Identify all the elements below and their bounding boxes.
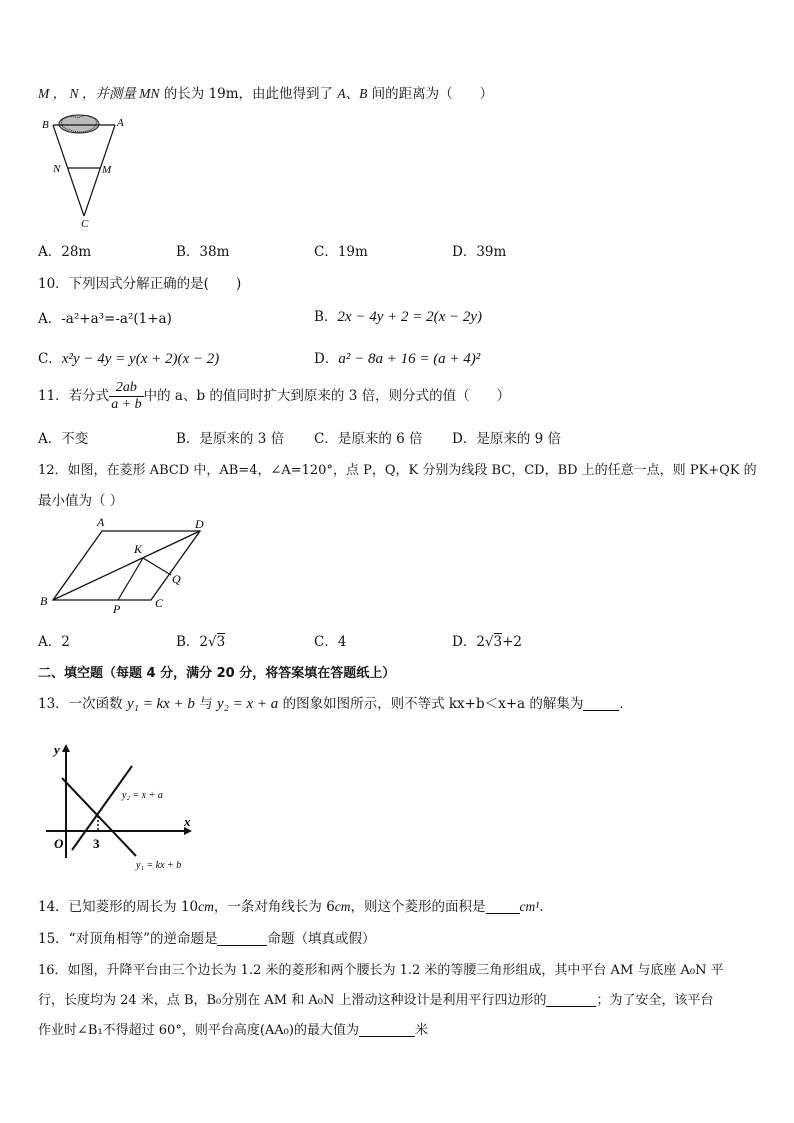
q9-a: A [337, 86, 346, 101]
q12-option-d-rad: 3 [493, 634, 503, 650]
q9-sep: 、 [345, 86, 360, 102]
q14-text-a: 14．已知菱形的周长为 10 [38, 899, 199, 915]
q14-text-b: ，一条对角线长为 6 [213, 899, 335, 915]
q9-option-c[interactable]: C．19m [314, 244, 368, 260]
q16-line3-a: 作业时∠B₁不得超过 60°，则平台高度(AA₀)的最大值为 [38, 1023, 359, 1038]
q12-label-d: D [195, 517, 204, 531]
q13-label-o: O [54, 836, 64, 851]
q9-label-m: M [102, 164, 112, 176]
q12-segment-kq [143, 558, 171, 575]
q13-mid: 与 [194, 696, 218, 712]
q13-answer-blank[interactable] [583, 696, 619, 711]
q9-b: B [359, 86, 368, 101]
q13-label-y1: y₁ = kx + b [136, 860, 182, 871]
q12-figure [34, 512, 224, 618]
sqrt-icon: √ [484, 634, 494, 650]
q13-stem-b: 的图象如图所示，则不等式 kx+b＜x+a 的解集为 [278, 696, 584, 712]
q12-option-b-pre: B．2 [176, 634, 209, 650]
q16-line2-a: 行，长度均为 24 米，点 B，B₀分别在 AM 和 A₀N 上滑动这种设计是利用平行四边形的 [38, 993, 547, 1008]
q9-option-d[interactable]: D．39m [452, 244, 507, 260]
q12-option-a[interactable]: A．2 [38, 634, 70, 650]
q16-line3-b: 米 [414, 1023, 428, 1038]
q12-option-d[interactable] [452, 630, 522, 650]
q9-label-a: A [117, 117, 124, 129]
q13-label-x: x [184, 814, 191, 829]
q13-y-arrow-icon [62, 744, 70, 752]
q9-label-b: B [42, 119, 49, 131]
q11-option-d[interactable]: D．是原来的 9 倍 [452, 431, 561, 447]
q12-option-d-post: +2 [502, 634, 523, 650]
q15-stem [38, 927, 375, 947]
q13-line-y2 [72, 766, 132, 850]
q12-label-b: B [40, 594, 48, 608]
section-heading: 二、填空题（每题 4 分，满分 20 分，将答案填在答题纸上） [38, 666, 396, 681]
q13-label-y: y [54, 742, 60, 757]
q10-option-d-label: D． [314, 351, 339, 367]
q12-label-k: K [134, 542, 143, 556]
q15-text-b: 命题（填真或假） [267, 931, 376, 947]
q14-end: ． [539, 899, 553, 915]
q13-label-y2: y₂ = x + a [122, 790, 163, 801]
q10-option-b-expr: 2x − 4y + 2 = 2(x − 2y) [337, 309, 483, 325]
q11-stem [38, 380, 510, 413]
q16-line2-b: ；为了安全，该平台 [596, 993, 714, 1008]
q10-stem: 10．下列因式分解正确的是( ) [38, 276, 242, 292]
sqrt-icon: √ [208, 634, 217, 650]
q10-option-d-expr: a² − 8a + 16 = (a + 4)² [338, 351, 481, 367]
q9-text-c: 间的距离为（ ） [367, 86, 494, 102]
q9-option-b[interactable]: B．38m [176, 244, 230, 260]
q14-cm2: cm [334, 899, 351, 914]
q13-y1: y₁ = kx + b [126, 696, 195, 712]
q10-option-b-label: B． [314, 309, 338, 325]
q16-answer-blank-1[interactable] [546, 992, 596, 1007]
q12-stem-line1: 12．如图，在菱形 ABCD 中，AB=4，∠A=120°，点 P，Q，K 分别为线段 BC，CD，BD 上的任意一点，则 PK+QK 的 [38, 463, 757, 478]
q12-label-p: P [113, 602, 121, 616]
q9-label-n: N [53, 163, 61, 175]
q10-option-b[interactable] [314, 305, 482, 326]
q11-stem-a: 11．若分式 [38, 388, 110, 404]
q9-option-a[interactable]: A．28m [38, 244, 92, 260]
q12-option-b-rad: 3 [216, 634, 226, 650]
q9-figure [36, 108, 136, 230]
q13-label-3: 3 [93, 836, 100, 851]
q16-line3 [38, 1019, 428, 1038]
q10-option-c-label: C． [38, 351, 62, 367]
q16-answer-blank-2[interactable] [359, 1022, 415, 1037]
q10-option-a[interactable]: A．-a²+a³=-a²(1+a) [38, 311, 172, 327]
q11-option-b[interactable]: B．是原来的 3 倍 [176, 431, 285, 447]
q13-y2: y₂ = x + a [217, 696, 279, 712]
q11-fraction-den: a + b [111, 397, 142, 412]
q9-text-a: M ， N ，并测量 [38, 86, 140, 101]
q9-label-c: C [81, 218, 89, 230]
q11-fraction-num: 2ab [109, 380, 143, 397]
q15-text-a: 15．“对顶角相等”的逆命题是 [38, 931, 218, 947]
q13-stem [38, 692, 633, 713]
q14-cm3: cm¹ [519, 899, 540, 914]
q11-stem-b: 中的 a、b 的值同时扩大到原来的 3 倍，则分式的值（ ） [143, 388, 511, 404]
q12-diagonal-bd [53, 531, 200, 600]
q9-stem [38, 82, 493, 102]
q13-stem-a: 13．一次函数 [38, 696, 127, 712]
q14-answer-blank[interactable] [486, 899, 520, 914]
q12-option-c[interactable]: C．4 [314, 634, 347, 650]
q10-option-c[interactable] [38, 347, 219, 368]
q12-label-c: C [155, 596, 164, 610]
q10-option-d[interactable] [314, 347, 480, 368]
q13-end: ． [619, 696, 633, 712]
q12-option-d-pre: D．2 [452, 634, 485, 650]
q11-option-a[interactable]: A．不变 [38, 431, 89, 447]
q14-cm1: cm [198, 899, 214, 914]
q14-text-c: ，则这个菱形的面积是 [350, 899, 486, 915]
q9-pond [59, 115, 99, 133]
q10-option-c-expr: x²y − 4y = y(x + 2)(x − 2) [61, 351, 220, 367]
q9-text-b: 的长为 19m，由此他得到了 [159, 86, 338, 102]
q12-label-q: Q [172, 572, 181, 586]
q9-mn: MN [139, 86, 160, 101]
q12-stem-line2: 最小值为（ ） [38, 493, 124, 509]
q12-option-b[interactable] [176, 630, 225, 650]
q13-graph [40, 738, 210, 878]
q14-stem [38, 895, 553, 915]
q16-line2 [38, 989, 713, 1008]
q11-option-c[interactable]: C．是原来的 6 倍 [314, 431, 423, 447]
q12-label-a: A [97, 515, 105, 529]
q16-line1: 16．如图，升降平台由三个边长为 1.2 米的菱形和两个腰长为 1.2 米的等腰三角形组成，其中平台 AM 与底座 A₀N 平 [38, 963, 724, 978]
q15-answer-blank[interactable] [217, 931, 267, 946]
q11-fraction [109, 380, 143, 413]
